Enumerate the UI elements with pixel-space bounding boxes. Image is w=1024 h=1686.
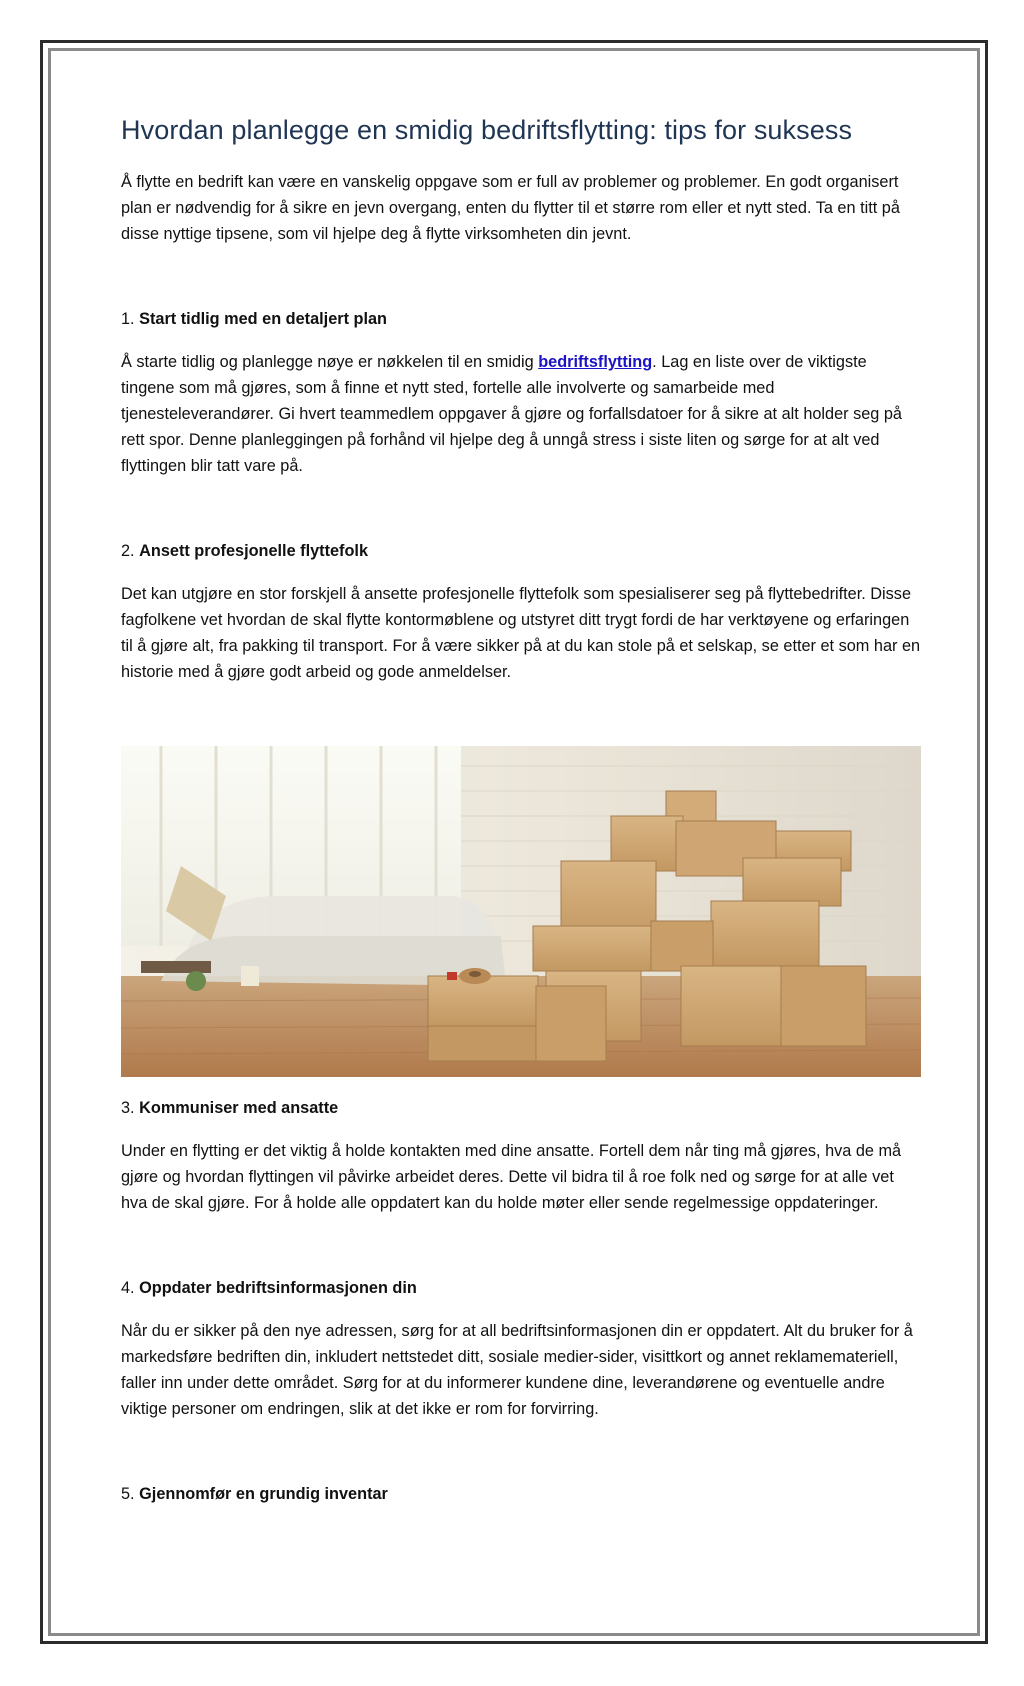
section-heading-text: Kommuniser med ansatte	[139, 1099, 339, 1117]
section-heading-text: Gjennomfør en grundig inventar	[139, 1485, 388, 1503]
section-4-heading	[121, 1275, 921, 1301]
section-4-paragraph: Når du er sikker på den nye adressen, sørg for at all bedriftsinformasjonen din er oppdatert. Alt du bruker for å markedsføre bedriften din, inkludert nettstedet ditt, sosiale medier-sider, visittkort og annet reklamemateriell, faller inn under dette området. Sørg for at du informerer kundene dine, leverandørene og eventuelle andre viktige personer om endringen, slik at det ikke er rom for forvirring.	[121, 1322, 913, 1418]
paragraph-text: . Lag en liste over de viktigste tingene som må gjøres, som å finne et nytt sted, fortelle alle involverte og samarbeide med tjenesteleverandører. Gi hvert teammedlem oppgaver å gjøre og forfallsdatoer for å sikre at alt holder seg på rett spor. Denne planleggingen på forhånd vil hjelpe deg å unngå stress i siste liten og sørge for at alt ved flyttingen blir tatt vare på.	[121, 353, 902, 475]
section-number: 4.	[121, 1279, 135, 1297]
section-number: 3.	[121, 1099, 135, 1117]
moving-boxes-photo	[121, 746, 921, 1077]
section-1-heading	[121, 306, 921, 332]
section-heading-text: Ansett profesjonelle flyttefolk	[139, 542, 369, 560]
document-page	[121, 115, 921, 1507]
intro-paragraph: Å flytte en bedrift kan være en vanskelig oppgave som er full av problemer og problemer. En godt organisert plan er nødvendig for å sikre en jevn overgang, enten du flytter til et større rom eller et nytt sted. Ta en titt på disse nyttige tipsene, som vil hjelpe deg å flytte virksomheten din jevnt.	[121, 173, 900, 243]
bedriftsflytting-link[interactable]: bedriftsflytting	[538, 353, 653, 371]
section-5-heading	[121, 1481, 921, 1507]
page-title: Hvordan planlegge en smidig bedriftsflytting: tips for suksess	[121, 115, 853, 145]
section-heading-text: Oppdater bedriftsinformasjonen din	[139, 1279, 417, 1297]
section-heading-text: Start tidlig med en detaljert plan	[139, 310, 388, 328]
section-number: 1.	[121, 310, 135, 328]
section-2-heading	[121, 538, 921, 564]
paragraph-text: Å starte tidlig og planlegge nøye er nøkkelen til en smidig	[121, 353, 539, 371]
section-2-paragraph: Det kan utgjøre en stor forskjell å ansette profesjonelle flyttefolk som spesialiserer seg på flyttebedrifter. Disse fagfolkene vet hvordan de skal flytte kontormøblene og utstyret ditt trygt fordi de har verktøyene og erfaringen til å gjøre alt, fra pakking til transport. For å være sikker på at du kan stole på et selskap, se etter et som har en historie med å gjøre godt arbeid og gode anmeldelser.	[121, 585, 921, 681]
section-3-heading	[121, 1095, 921, 1121]
section-1-paragraph	[121, 349, 921, 479]
section-number: 5.	[121, 1485, 135, 1503]
section-3-paragraph: Under en flytting er det viktig å holde kontakten med dine ansatte. Fortell dem når ting må gjøres, hva de må gjøre og hvordan flyttingen vil påvirke arbeidet deres. Dette vil bidra til å roe folk ned og sørge for at alle vet hva de skal gjøre. For å holde alle oppdatert kan du holde møter eller sende regelmessige oppdateringer.	[121, 1142, 902, 1212]
section-number: 2.	[121, 542, 135, 560]
